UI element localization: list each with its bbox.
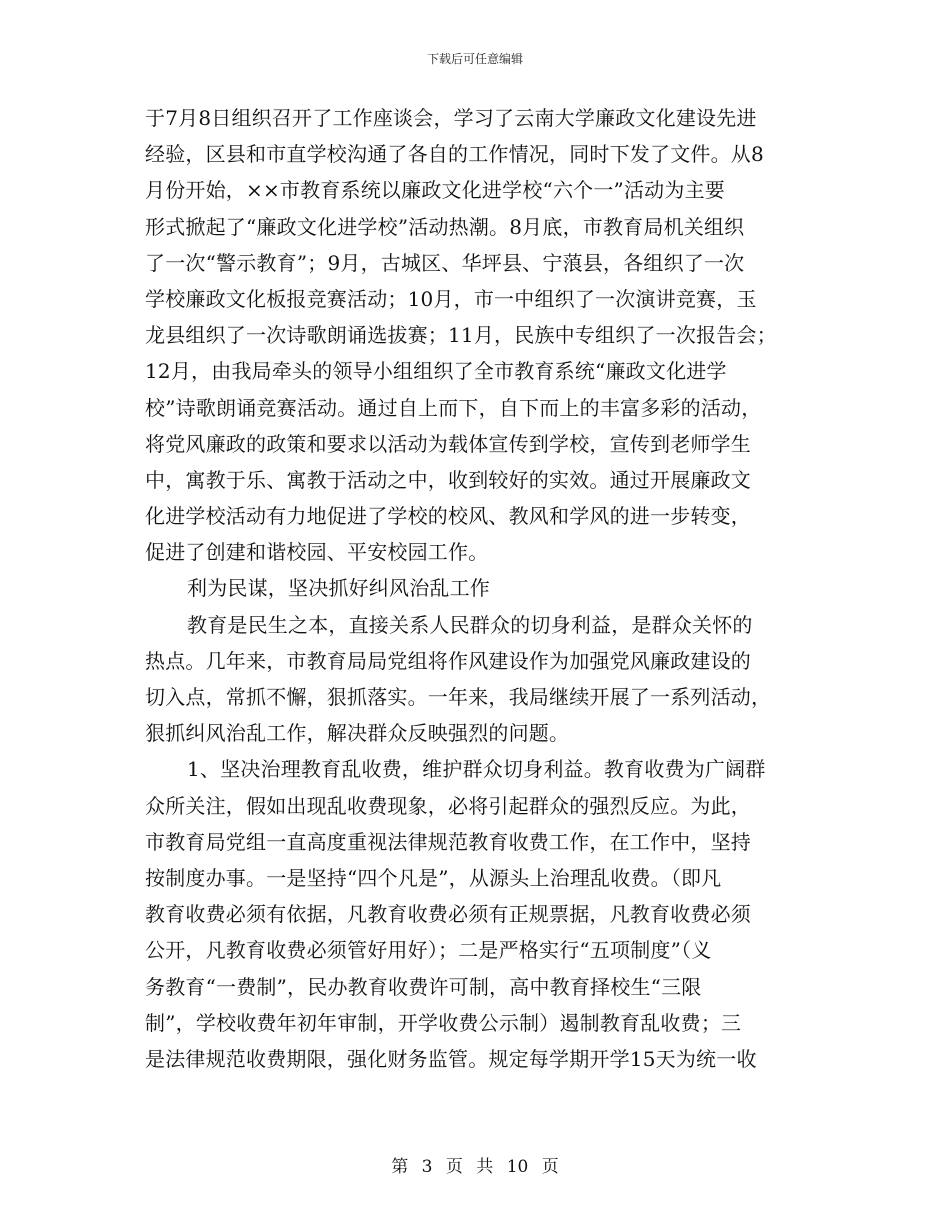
- text-line: 1、坚决治理教育乱收费，维护群众切身利益。教育收费为广阔群: [187, 757, 766, 782]
- text-line: 利为民谋，坚决抓好纠风治乱工作: [187, 576, 490, 601]
- text-line: 教育收费必须有依据，凡教育收费必须有正规票据，凡教育收费必须: [145, 902, 751, 927]
- text-line: 形式掀起了“廉政文化进学校”活动热潮。8月底，市教育局机关组织: [145, 214, 745, 239]
- text-line: 热点。几年来，市教育局局党组将作风建设作为加强党风廉政建设的: [145, 648, 751, 673]
- text-line: 化进学校活动有力地促进了学校的校风、教风和学风的进一步转变，: [145, 504, 751, 529]
- text-line: 经验，区县和市直学校沟通了各自的工作情况，同时下发了文件。从8: [145, 142, 764, 167]
- text-line: 龙县组织了一次诗歌朗诵选拔赛；11月，民族中专组织了一次报告会；: [145, 323, 777, 348]
- text-line: 务教育“一费制”，民办教育收费许可制，高中教育择校生“三限: [145, 974, 702, 999]
- footer-prefix: 第: [391, 1157, 409, 1177]
- footer-mid1: 页: [445, 1157, 463, 1177]
- text-line: 12月，由我局牵头的领导小组组织了全市教育系统“廉政文化进学: [145, 359, 727, 384]
- text-line: 切入点，常抓不懈，狠抓落实。一年来，我局继续开展了一系列活动，: [145, 685, 772, 709]
- text-line: 教育是民生之本，直接关系人民群众的切身利益，是群众关怀的: [187, 612, 753, 637]
- text-line: 将党风廉政的政策和要求以活动为载体宣传到学校，宣传到老师学生: [145, 431, 751, 456]
- text-line: 校”诗歌朗诵竞赛活动。通过自上而下，自下而上的丰富多彩的活动，: [145, 395, 762, 420]
- text-line: 众所关注，假如出现乱收费现象，必将引起群众的强烈反应。为此，: [145, 793, 751, 818]
- text-line: 市教育局党组一直高度重视法律规范教育收费工作，在工作中，坚持: [145, 829, 751, 854]
- footer-total-pages: 10: [506, 1157, 529, 1177]
- text-line: 是法律规范收费期限，强化财务监管。规定每学期开学15天为统一收: [145, 1046, 757, 1071]
- footer-suffix: 页: [541, 1157, 559, 1177]
- text-line: 狠抓纠风治乱工作，解决群众反映强烈的问题。: [145, 721, 570, 746]
- text-line: 学校廉政文化板报竞赛活动；10月，市一中组织了一次演讲竞赛，玉: [145, 286, 757, 311]
- text-line: 于7月8日组织召开了工作座谈会，学习了云南大学廉政文化建设先进: [145, 106, 757, 130]
- text-line: 制”，学校收费年初年审制，开学收费公示制）遏制教育乱收费；三: [145, 1010, 742, 1035]
- page-footer: [0, 1152, 950, 1177]
- text-line: 按制度办事。一是坚持“四个凡是”，从源头上治理乱收费。（即凡: [145, 865, 722, 890]
- footer-page-number: 3: [421, 1157, 433, 1177]
- text-line: 了一次“警示教育”；9月，古城区、华坪县、宁蒗县，各组织了一次: [145, 250, 745, 275]
- text-line: 月份开始，××市教育系统以廉政文化进学校“六个一”活动为主要: [145, 178, 725, 203]
- header-note: 下载后可任意编辑: [426, 52, 523, 66]
- footer-mid2: 共: [476, 1157, 494, 1177]
- text-line: 中，寓教于乐、寓教于活动之中，收到较好的实效。通过开展廉政文: [145, 467, 751, 492]
- document-body: [145, 100, 810, 1077]
- text-line: 公开，凡教育收费必须管好用好）；二是严格实行“五项制度”（义: [145, 938, 712, 963]
- text-line: 促进了创建和谐校园、平安校园工作。: [145, 540, 489, 565]
